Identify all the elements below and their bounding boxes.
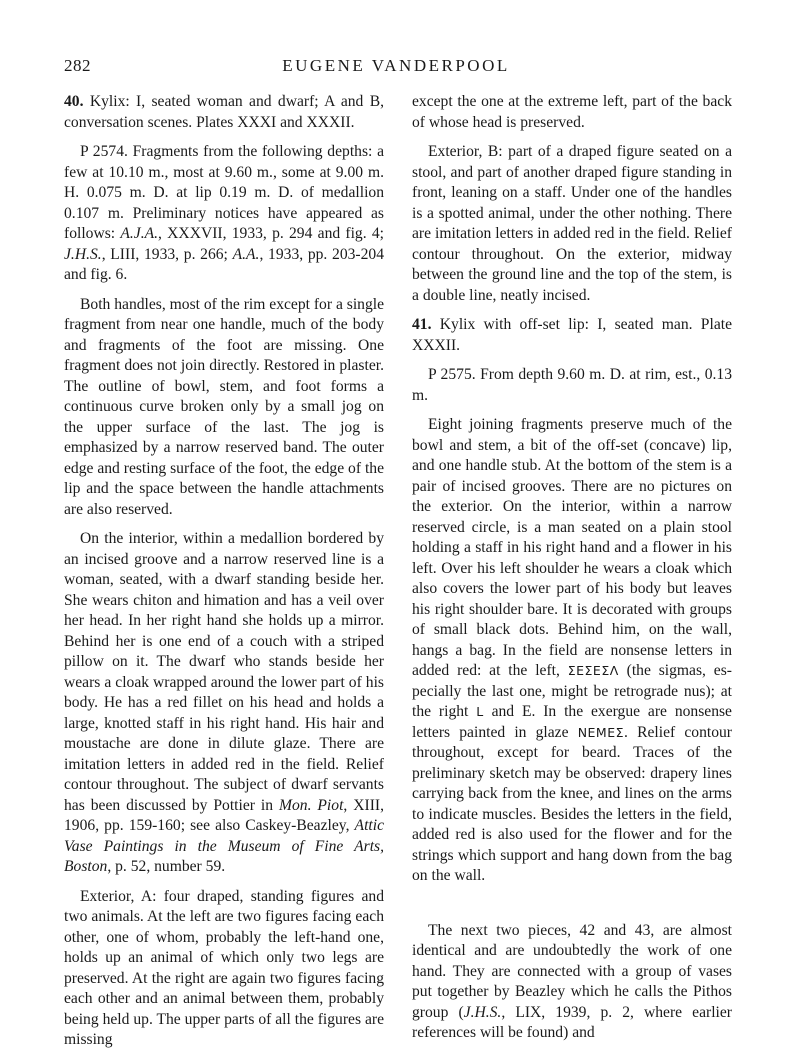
text-run: , p. 52, number 59. xyxy=(107,858,226,875)
entry-41-title: Kylix with off-set lip: I, seated man. Plate XXXII. xyxy=(412,316,732,354)
paragraph-exterior-b: Exterior, B: part of a draped figure seated on a stool, and part of another draped figure standing in front, leaning on a staff. Under one of the handles is a spotted animal, under the other nothing. There are imitation letters in added red in the field. Relief contour throughout. On the exterior, midway between the ground line and the top of the stem, is a double line, neatly incised. xyxy=(412,143,732,304)
text-run: On the interior, within a medallion bordered by an incised groove and a narrow reserved line is a woman, seated, with a dwarf standing beside her. She wears chiton and himation and has a veil over her head. In her right hand she holds up a mirror. Behind her is one end of a couch with a striped pillow on it. The dwarf who stands beside her wears a cloak wrapped around the lower part of his body. He has a red fillet on his head and holds a large, knotted staff in his right hand. His hair and moustache are done in dilute glaze. There are imitation letters in added red in the field. Relief contour throughout. The subject of dwarf servants has been discussed by Pottier in xyxy=(64,530,384,814)
text-run: The next two pieces, 42 and 43, are almost identical and are undoubtedly the work of one hand. They are connected with a group of vases put together by Beazley which he calls the Pithos group ( xyxy=(412,921,732,1021)
nonsense-letters-left: ΣΕΣΕΣΛ xyxy=(567,663,619,678)
page-number: 282 xyxy=(64,56,91,75)
text-run: , LIX, 1939, p. 2, where earlier references will be found) and xyxy=(412,1003,732,1041)
running-title: EUGENE VANDERPOOL xyxy=(282,56,510,75)
text-run: , XXXVII, 1933, p. 294 and fig. 4; xyxy=(158,225,384,242)
ref-aja: A.J.A. xyxy=(120,225,159,242)
entry-40-number: 40. xyxy=(64,93,84,110)
paragraph-interior xyxy=(64,529,384,878)
right-column xyxy=(412,92,732,1044)
text-run: , XIII, 1906, pp. 159-160; see also Caskey-Beazley, xyxy=(64,796,384,834)
ref-jhs-lix: J.H.S. xyxy=(463,1003,502,1021)
paragraph-handles: Both handles, most of the rim except for a single fragment from near one handle, much of the body and fragments of the foot are missing. One fragment does not join directly. Restored in plaster. The outline of bowl, stem, and foot forms a continuous curve broken only by a small jog on the upper surface of the last. The jog is emphasized by a narrow reserved band. The outer edge and resting surface of the foot, the edge of the lip and the space between the handle attachments are also reserved. xyxy=(64,295,385,518)
nonsense-letters-exergue: NEMEΣ xyxy=(577,724,625,740)
entry-41-number: 41. xyxy=(412,316,432,333)
text-run: , LIII, 1933, p. 266; xyxy=(101,245,233,263)
ref-aa: A.A. xyxy=(232,245,260,263)
paragraph-entry-41-description xyxy=(412,415,732,887)
entry-40-heading xyxy=(64,92,384,133)
ref-jhs: J.H.S. xyxy=(64,245,102,263)
paragraph-exterior-a: Exterior, A: four draped, standing figures and two animals. At the left are two figures facing each other, one of whom, probably the left-hand one, holds up an animal of which only two legs are preserved. At the right are again two figures facing each other and an animal between them, probably being held up. The upper parts of all the figures are missing xyxy=(64,887,384,1048)
page-header xyxy=(64,56,728,80)
paragraph-exterior-a-continued: except the one at the extreme left, part of the back of whose head is preserved. xyxy=(412,93,732,131)
text-run: , 1933, pp. 203-204 and fig. 6. xyxy=(64,245,384,283)
text-run: Eight joining fragments preserve much of the bowl and stem, a bit of the off-set (concave) lip, and one handle stub. At the bottom of the stem is a pair of incised grooves. There are no pictures on the exterior. On the interior, within a narrow reserved circle, is a man seated on a plain stool holding a staff in his right hand and a flower in his left. Over his left shoulder he wears a cloak which also covers the lower part of his body but leaves his right shoulder bare. It is decorated with groups of small black dots. Behind him, on the wall, hangs a bag. In the field are nonsense letters in added red: at the left, xyxy=(412,416,732,679)
entry-40-title: Kylix: I, seated woman and dwarf; A and B, conversation scenes. Plates XXXI and XXXII. xyxy=(64,93,384,131)
entry-41-heading xyxy=(412,315,732,356)
ref-attic-vase-paintings: Attic Vase Paintings in the Museum of Fine Arts, Boston xyxy=(64,817,384,875)
text-run: P 2574. Fragments from the following depths: a few at 10.10 m., most at 9.60 m., some at 9.00 m. H. 0.075 m. D. at lip 0.19 m. D. of medallion 0.107 m. Preliminary notices have appeared as follows: xyxy=(64,143,384,242)
text-run: and E. In the exergue are nonsense letters painted in glaze xyxy=(412,703,732,741)
left-column xyxy=(64,92,384,1051)
paragraph-next-pieces xyxy=(412,921,732,1044)
p2575-details: P 2575. From depth 9.60 m. D. at rim, est., 0.13 m. xyxy=(412,366,732,404)
p2574-details xyxy=(64,142,384,286)
text-run: (the sigmas, especially the last one, might be retrograde nus); at the right xyxy=(412,662,732,720)
text-run: . Relief contour throughout, except for beard. Traces of the preliminary sketch may be observed: drapery lines carrying back from the knee, and lines on the arms to indicate muscles. Besides the letters in the field, added red is also used for the flower and for the strings which support and hang down from the bag on the wall. xyxy=(412,723,732,884)
ref-mon-piot: Mon. Piot xyxy=(278,796,344,814)
nonsense-letter-right: Ⅼ xyxy=(476,704,484,719)
